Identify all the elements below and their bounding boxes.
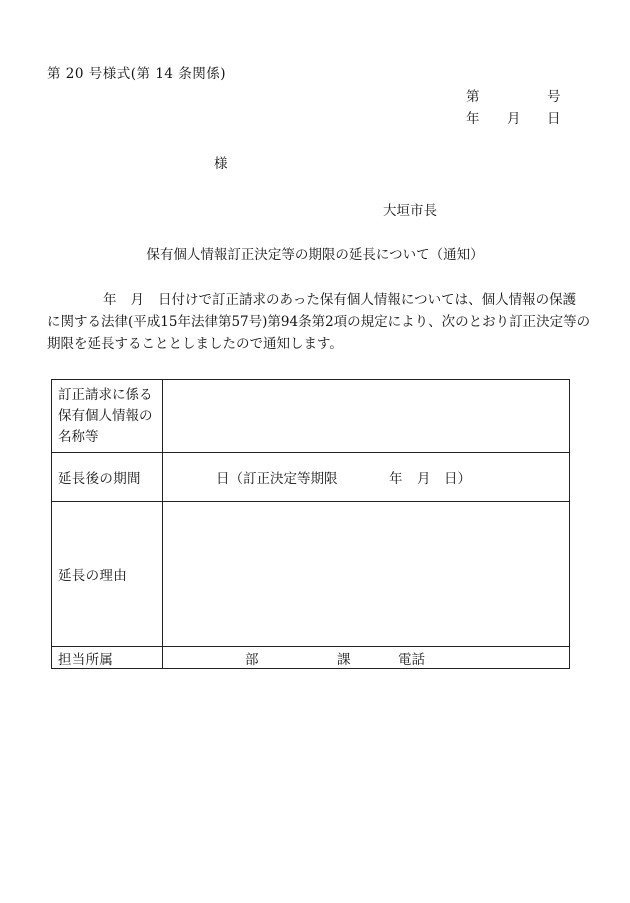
name-label-line-3: 名称等 — [58, 428, 99, 445]
dept-bu: 部 — [245, 651, 259, 668]
body-line-1-rest: 日付けで訂正請求のあった保有個人情報については、個人情報の保護 — [158, 292, 577, 308]
table-row-name — [52, 380, 570, 453]
reason-label: 延長の理由 — [52, 502, 163, 647]
doc-number-suffix: 号 — [547, 89, 561, 105]
period-value-cell — [163, 453, 570, 502]
period-end: 日） — [444, 471, 471, 487]
date-month: 月 — [507, 111, 521, 127]
form-number: 第 20 号様式(第 14 条関係) — [47, 66, 227, 82]
dept-ka: 課 — [337, 651, 351, 668]
period-month: 月 — [417, 471, 431, 487]
date-year: 年 — [466, 111, 480, 127]
period-day: 日（訂正決定等期限 — [216, 471, 338, 487]
period-label: 延長後の期間 — [52, 453, 163, 502]
doc-number-prefix: 第 — [466, 89, 480, 105]
dept-tel: 電話 — [398, 651, 425, 668]
addressee: 様 — [214, 156, 228, 172]
table-row-period — [52, 453, 570, 502]
document-title-text: 保有個人情報訂正決定等の期限の延長について（通知） — [146, 247, 484, 263]
name-label-line-2: 保有個人情報の — [58, 407, 153, 424]
sender: 大垣市長 — [383, 203, 437, 219]
document-title — [0, 249, 630, 263]
period-year: 年 — [389, 471, 403, 487]
body-line-2: に関する法律(平成15年法律第57号)第94条第2項の規定により、次のとおり訂正決定等の — [47, 314, 591, 330]
dept-value-cell — [163, 647, 570, 669]
body-line-3: 期限を延長することとしましたので通知します。 — [47, 336, 343, 352]
info-table — [51, 379, 570, 669]
table-row-reason — [52, 502, 570, 647]
name-label — [52, 380, 163, 453]
body-line-1 — [47, 289, 577, 311]
dept-label: 担当所属 — [52, 647, 163, 669]
body-month: 月 — [130, 292, 144, 308]
table-row-dept — [52, 647, 570, 669]
date-day: 日 — [547, 111, 561, 127]
body-year: 年 — [103, 292, 117, 308]
body-text — [47, 289, 591, 355]
reason-value-cell — [163, 502, 570, 647]
name-value-cell — [163, 380, 570, 453]
name-label-line-1: 訂正請求に係る — [58, 386, 153, 403]
